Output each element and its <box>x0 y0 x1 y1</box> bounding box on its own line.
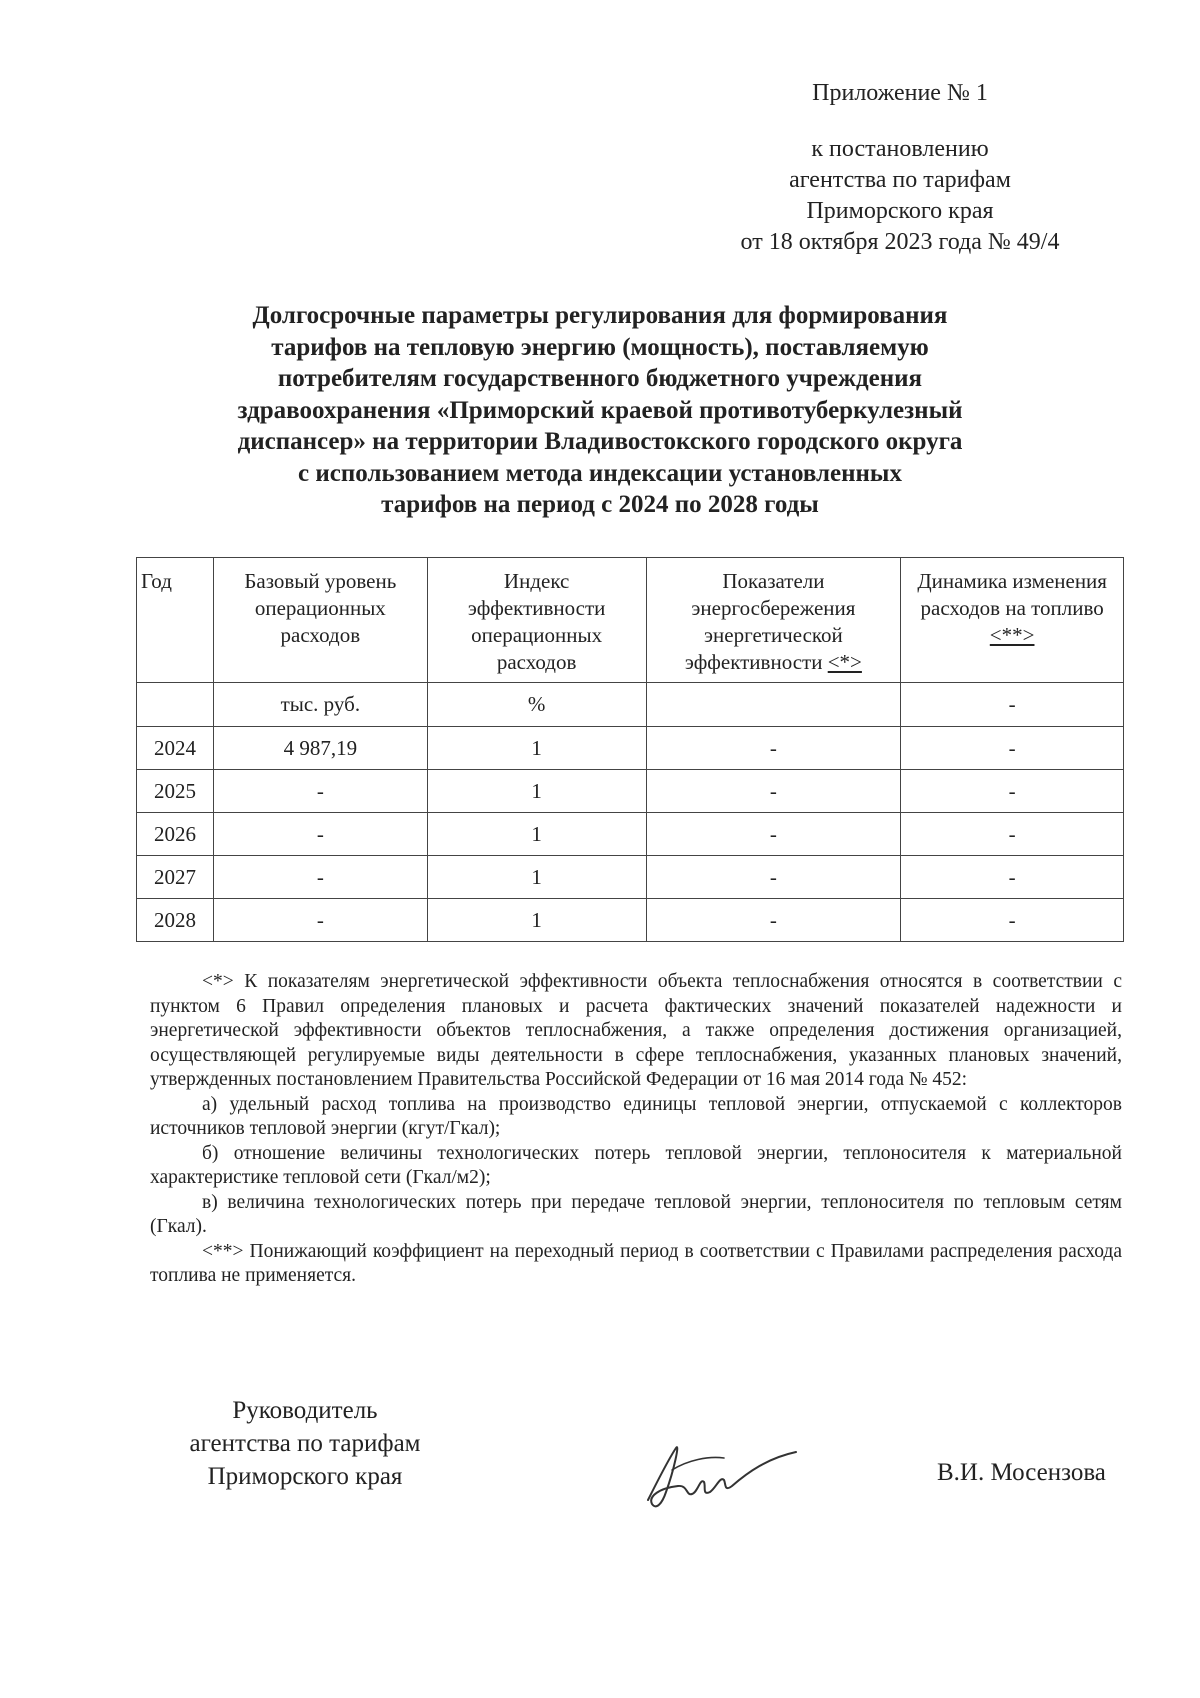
title-line: потребителям государственного бюджетного учреждения <box>277 365 923 392</box>
cell-index: 1 <box>427 856 646 899</box>
header-energy-saving <box>646 558 901 683</box>
cell-fuel: - <box>901 727 1124 770</box>
cell-energy: - <box>646 770 901 813</box>
cell-index: 1 <box>427 770 646 813</box>
footnote-item-c: в) величина технологических потерь при передаче тепловой энергии, теплоносителя по тепловым сетям (Гкал). <box>150 1191 1122 1237</box>
annex-line: агентства по тарифам <box>789 167 1011 193</box>
cell-year: 2027 <box>137 856 214 899</box>
parameters-table <box>136 557 1124 942</box>
cell-fuel: - <box>901 813 1124 856</box>
signer-position-line: Руководитель <box>232 1397 378 1424</box>
annex-header <box>700 78 1100 258</box>
signer-position-line: Приморского края <box>207 1463 403 1490</box>
handwritten-signature <box>628 1430 798 1520</box>
signer-name: В.И. Мосензова <box>937 1459 1106 1486</box>
cell-energy: - <box>646 856 901 899</box>
table-row <box>137 727 1124 770</box>
header-efficiency-index: Индекс эффективности операционных расходов <box>427 558 646 683</box>
cell-energy: - <box>646 813 901 856</box>
footnote-item-a: а) удельный расход топлива на производство единицы тепловой энергии, отпускаемой с коллекторов источников тепловой энергии (кгут/Гкал); <box>150 1093 1122 1139</box>
signer-position-line: агентства по тарифам <box>189 1430 421 1457</box>
header-base-level: Базовый уровень операционных расходов <box>213 558 427 683</box>
cell-index: 1 <box>427 813 646 856</box>
table-row <box>137 856 1124 899</box>
cell-year: 2028 <box>137 899 214 942</box>
cell-base: 4 987,19 <box>213 727 427 770</box>
unit-base: тыс. руб. <box>213 683 427 727</box>
cell-index: 1 <box>427 727 646 770</box>
cell-year: 2025 <box>137 770 214 813</box>
unit-index: % <box>427 683 646 727</box>
title-line: здравоохранения «Приморский краевой противотуберкулезный <box>237 396 963 424</box>
cell-energy: - <box>646 727 901 770</box>
cell-fuel: - <box>901 770 1124 813</box>
footnote-ref-2: <**> <box>989 623 1035 647</box>
title-line: с использованием метода индексации установленных <box>298 459 902 487</box>
header-fuel-dynamics-text: Динамика изменения расходов на топливо <box>917 569 1107 620</box>
table-row <box>137 770 1124 813</box>
document-title <box>150 300 1050 521</box>
header-energy-saving-text: Показатели энергосбережения энергетической эффективности <box>684 569 856 674</box>
footnote-item-b: б) отношение величины технологических потерь тепловой энергии, теплоносителя к материальной характеристике тепловой сети (Гкал/м2); <box>150 1142 1122 1188</box>
unit-fuel: - <box>901 683 1124 727</box>
footnote-ref-1: <*> <box>827 650 862 674</box>
cell-fuel: - <box>901 856 1124 899</box>
annex-line: Приморского края <box>806 198 994 224</box>
annex-title: Приложение № 1 <box>812 80 988 106</box>
unit-year <box>137 683 214 727</box>
table-row <box>137 899 1124 942</box>
unit-energy <box>646 683 901 727</box>
cell-energy: - <box>646 899 901 942</box>
header-year: Год <box>137 558 214 683</box>
cell-base: - <box>213 770 427 813</box>
title-line: Долгосрочные параметры регулирования для формирования <box>252 302 948 329</box>
cell-year: 2026 <box>137 813 214 856</box>
footnotes <box>150 970 1122 1289</box>
signer-position <box>150 1394 460 1493</box>
cell-base: - <box>213 813 427 856</box>
cell-fuel: - <box>901 899 1124 942</box>
footnote-1: <*> К показателям энергетической эффективности объекта теплоснабжения относятся в соответствии с пунктом 6 Правил определения плановых и расчета фактических значений показателей надежности и энергетической эффективности объектов теплоснабжения, а также определения достижения организацией, осуществляющей регулируемые виды деятельности в сфере теплоснабжения, указанных плановых значений, утвержденных постановлением Правительства Российской Федерации от 16 мая 2014 года № 452: <box>150 971 1122 1090</box>
cell-year: 2024 <box>137 727 214 770</box>
units-row <box>137 683 1124 727</box>
cell-base: - <box>213 899 427 942</box>
cell-base: - <box>213 856 427 899</box>
table-row <box>137 813 1124 856</box>
table-header-row <box>137 558 1124 683</box>
footnote-2: <**> Понижающий коэффициент на переходный период в соответствии с Правилами распределения расхода топлива не применяется. <box>150 1240 1122 1286</box>
annex-line: к постановлению <box>811 136 989 162</box>
title-line: диспансер» на территории Владивостокского городского округа <box>237 428 963 455</box>
annex-date-line: от 18 октября 2023 года № 49/4 <box>740 229 1060 255</box>
header-fuel-dynamics <box>901 558 1124 683</box>
title-line: тарифов на тепловую энергию (мощность), поставляемую <box>271 333 929 361</box>
cell-index: 1 <box>427 899 646 942</box>
title-line: тарифов на период с 2024 по 2028 годы <box>381 491 819 518</box>
